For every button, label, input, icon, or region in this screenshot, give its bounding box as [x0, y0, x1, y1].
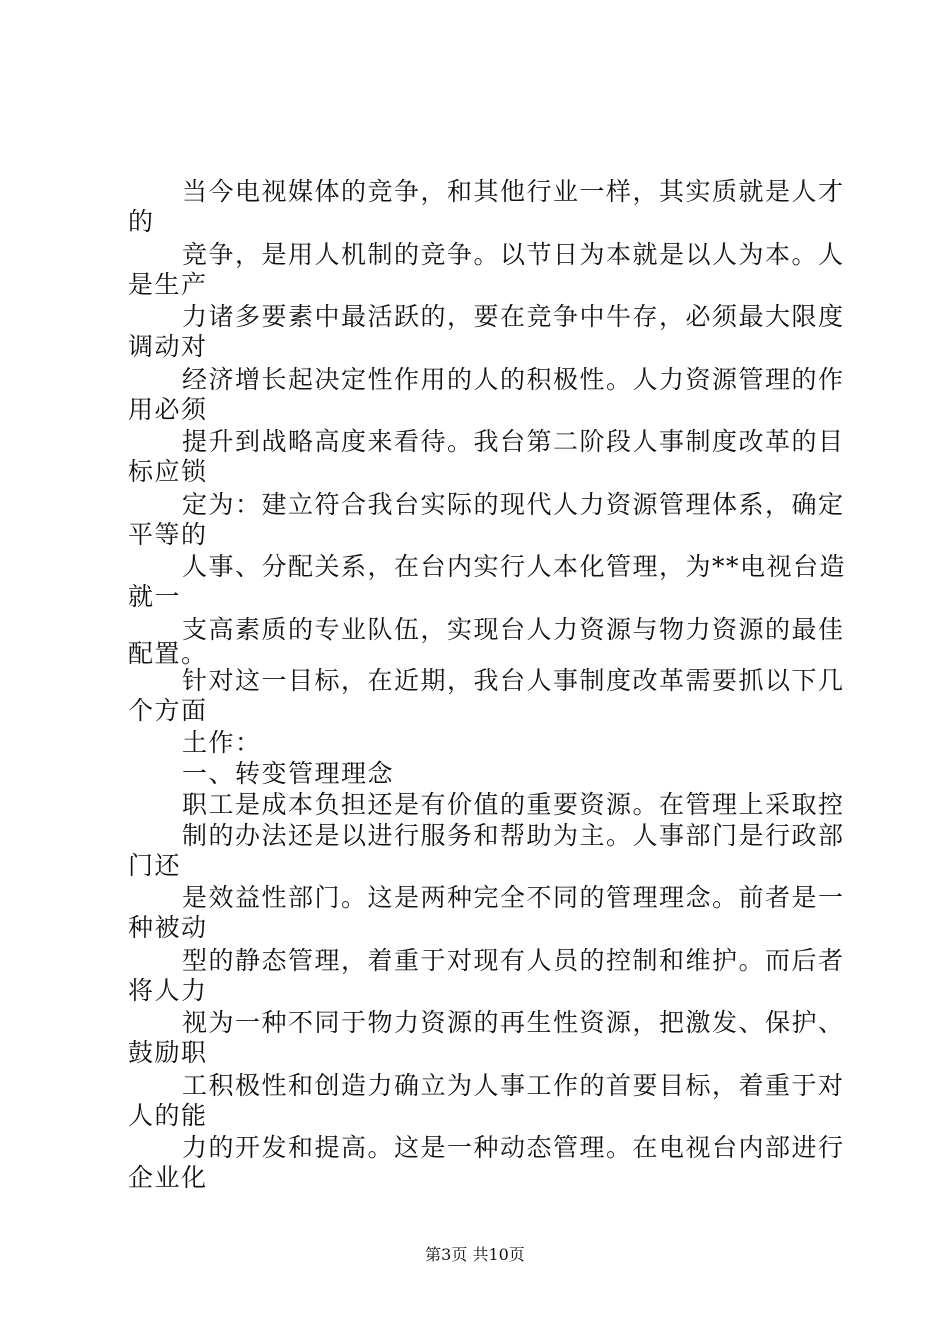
text-line-27: 将人力 — [128, 976, 208, 1005]
text-line-14: 就一 — [128, 582, 182, 611]
text-line-26: 型的静态管理，着重于对现有人员的控制和维护。而后者 — [182, 946, 845, 975]
text-line-30: 工积极性和创造力确立为人事工作的首要目标，着重于对 — [182, 1071, 845, 1100]
text-line-5: 力诸多要素中最活跃的，要在竞争中牛存，必须最大限度 — [182, 302, 845, 331]
page-number-footer: 第3页 共10页 — [425, 1245, 525, 1264]
text-line-12: 平等的 — [128, 520, 208, 549]
text-line-6: 调动对 — [128, 332, 208, 361]
text-line-33: 企业化 — [128, 1163, 208, 1192]
text-line-7: 经济增长起决定性作用的人的积极性。人力资源管理的作 — [182, 365, 845, 394]
text-line-16: 配置。 — [128, 639, 208, 668]
text-line-8: 用必须 — [128, 395, 208, 424]
text-line-17: 针对这一目标，在近期，我台人事制度改革需要抓以下几 — [182, 666, 845, 695]
text-line-2: 的 — [128, 207, 155, 236]
text-line-15: 支高素质的专业队伍，实现台人力资源与物力资源的最佳 — [182, 615, 845, 644]
text-line-9: 提升到战略高度来看待。我台第二阶段人事制度改革的目 — [182, 427, 845, 456]
text-line-19: 土作： — [182, 728, 262, 757]
text-line-22: 制的办法还是以进行服务和帮助为主。人事部门是行政部 — [182, 821, 845, 850]
text-line-24: 是效益性部门。这是两种完全不同的管理理念。前者是一 — [182, 883, 845, 912]
text-line-23: 门还 — [128, 851, 182, 880]
text-line-13: 人事、分配关系，在台内实行人本化管理，为**电视台造 — [182, 552, 847, 581]
text-line-29: 鼓励职 — [128, 1038, 208, 1067]
text-line-1: 当今电视媒体的竞争，和其他行业一样，其实质就是人才 — [182, 177, 845, 206]
text-line-25: 种被动 — [128, 913, 208, 942]
text-line-28: 视为一种不同于物力资源的再生性资源，把激发、保护、 — [182, 1008, 845, 1037]
text-line-18: 个方面 — [128, 696, 208, 725]
text-line-4: 是生产 — [128, 270, 208, 299]
text-line-32: 力的开发和提高。这是一种动态管理。在电视台内部进行 — [182, 1133, 845, 1162]
text-line-11: 定为：建立符合我台实际的现代人力资源管理体系，确定 — [182, 490, 845, 519]
text-line-21: 职工是成本负担还是有价值的重要资源。在管理上采取控 — [182, 790, 845, 819]
section-heading: 一、转变管理理念 — [182, 759, 395, 788]
text-line-10: 标应锁 — [128, 457, 208, 486]
text-line-3: 竞争，是用人机制的竞争。以节日为本就是以人为本。人 — [182, 240, 845, 269]
text-line-31: 人的能 — [128, 1101, 208, 1130]
